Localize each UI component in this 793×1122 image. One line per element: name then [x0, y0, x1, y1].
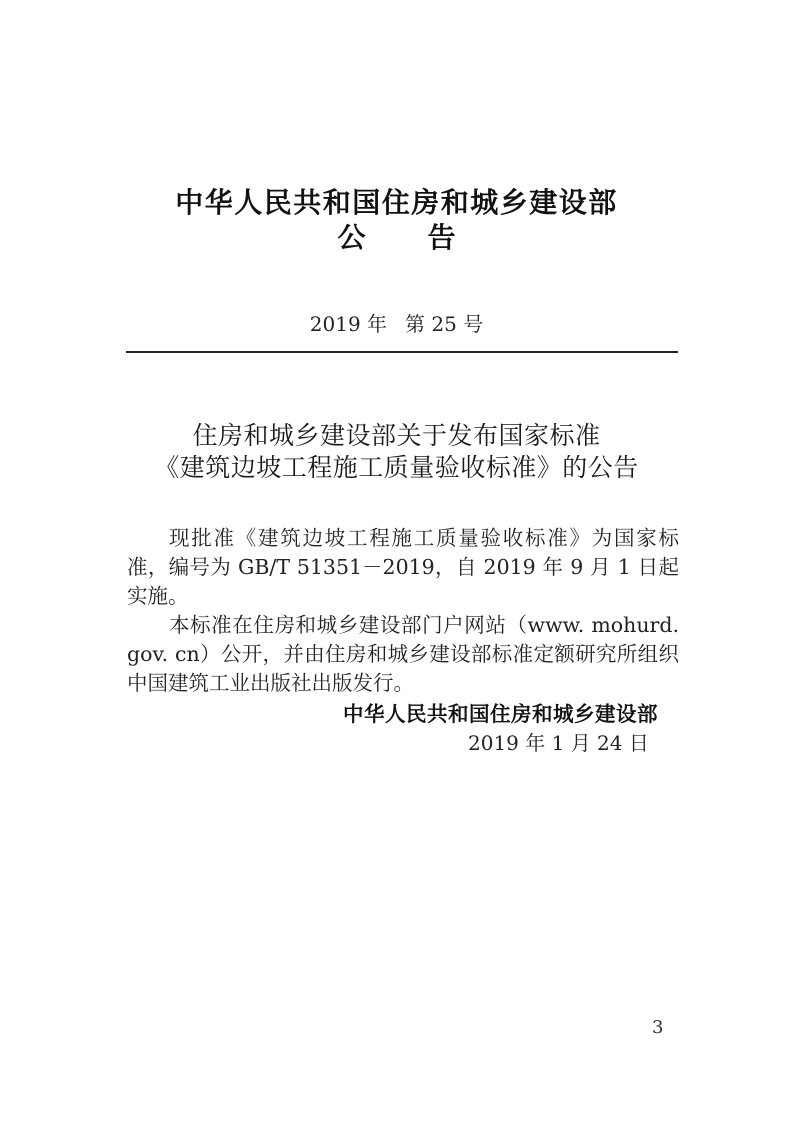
body-paragraph: 现批准《建筑边坡工程施工质量验收标准》为国家标准，编号为 GB/T 51351－2019，自 2019 年 9 月 1 日起实施。	[127, 526, 679, 608]
notice-body	[127, 524, 679, 698]
headline-line-2: 《建筑边坡工程施工质量验收标准》的公告	[154, 453, 639, 482]
notice-label-char-1: 公	[337, 221, 366, 254]
notice-label	[0, 221, 793, 255]
notice-label-char-2: 告	[427, 221, 456, 254]
page-number: 3	[652, 1017, 664, 1038]
header-divider	[126, 351, 678, 353]
signature-issuer: 中华人民共和国住房和城乡建设部	[343, 702, 658, 726]
body-paragraph: 本标准在住房和城乡建设部门户网站（www. mohurd. gov. cn）公开，并由住房和城乡建设部标准定额研究所组织中国建筑工业出版社出版发行。	[127, 613, 679, 695]
headline-line-1: 住房和城乡建设部关于发布国家标准	[192, 421, 601, 450]
issue-number	[0, 311, 793, 337]
issuer-title: 中华人民共和国住房和城乡建设部	[175, 186, 618, 219]
signature-date: 2019 年 1 月 24 日	[468, 731, 649, 755]
issue-year: 2019 年	[309, 312, 388, 336]
issue-serial: 第 25 号	[405, 312, 484, 336]
